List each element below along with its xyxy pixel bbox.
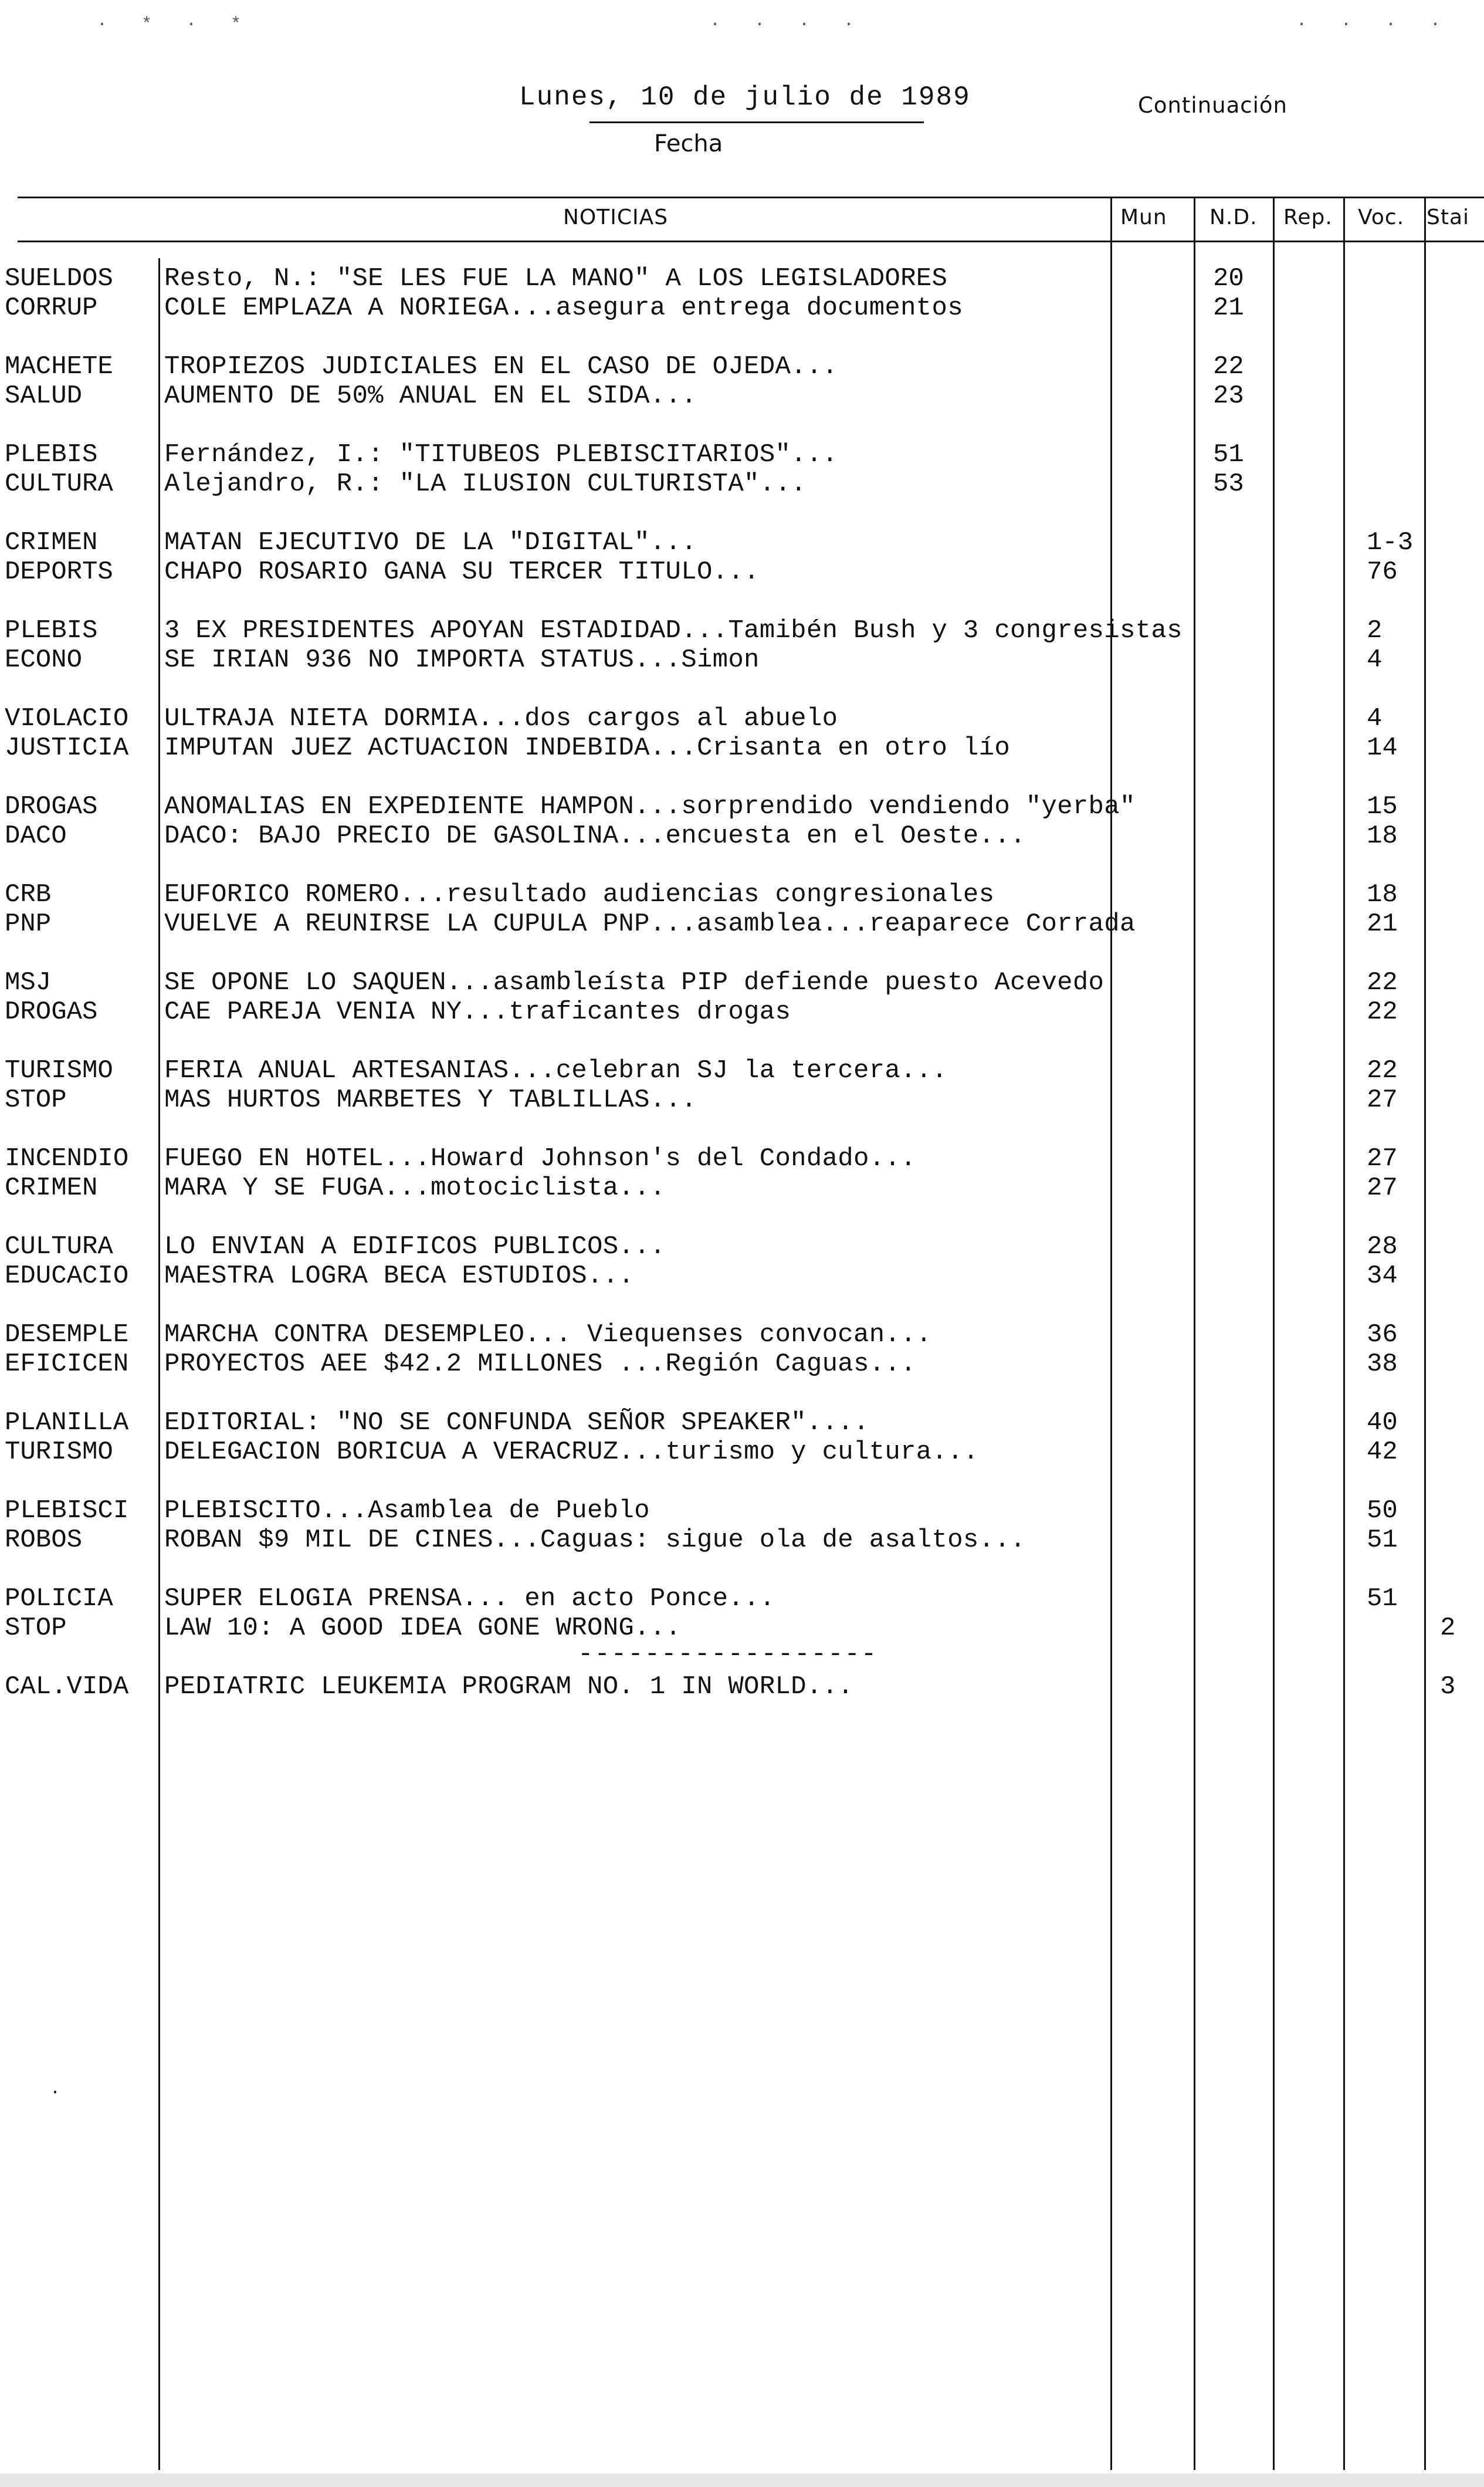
row-headline: SE OPONE LO SAQUEN...asambleísta PIP defiende puesto Acevedo <box>164 968 1104 997</box>
date-text: Lunes, 10 de julio de 1989 <box>519 82 971 113</box>
row-headline: ULTRAJA NIETA DORMIA...dos cargos al abuelo <box>164 704 838 733</box>
row-headline: CAE PAREJA VENIA NY...traficantes drogas <box>164 997 791 1027</box>
row-voc-page: 14 <box>1367 733 1398 763</box>
row-headline: IMPUTAN JUEZ ACTUACION INDEBIDA...Crisanta en otro lío <box>164 733 1011 763</box>
row-headline: FERIA ANUAL ARTESANIAS...celebran SJ la tercera... <box>164 1056 948 1085</box>
row-headline: PROYECTOS AEE $42.2 MILLONES ...Región Caguas... <box>164 1349 916 1379</box>
column-divider-nd <box>1194 197 1195 2470</box>
row-category: CULTURA <box>5 469 113 499</box>
row-nd-page: 22 <box>1213 352 1244 381</box>
row-voc-page: 76 <box>1367 557 1398 587</box>
row-voc-page: 15 <box>1367 792 1398 821</box>
row-category: MSJ <box>5 968 52 997</box>
row-category: EFICICEN <box>5 1349 129 1379</box>
row-category: PLANILLA <box>5 1408 129 1437</box>
row-voc-page: 22 <box>1367 968 1398 997</box>
row-category: PLEBIS <box>5 440 98 469</box>
row-headline: EUFORICO ROMERO...resultado audiencias congresionales <box>164 880 995 909</box>
row-category: SALUD <box>5 381 83 411</box>
column-divider-star <box>1424 197 1426 2470</box>
row-voc-page: 18 <box>1367 880 1398 909</box>
row-voc-page: 22 <box>1367 997 1398 1027</box>
row-headline: COLE EMPLAZA A NORIEGA...asegura entrega documentos <box>164 293 963 323</box>
row-category: POLICIA <box>5 1584 113 1613</box>
row-headline: MAS HURTOS MARBETES Y TABLILLAS... <box>164 1085 697 1115</box>
row-headline: PEDIATRIC LEUKEMIA PROGRAM NO. 1 IN WORLD... <box>164 1672 853 1701</box>
date-caption: Fecha <box>654 130 723 157</box>
column-header-nd: N.D. <box>1209 205 1258 229</box>
row-category: PLEBISCI <box>5 1496 129 1525</box>
row-headline: MAESTRA LOGRA BECA ESTUDIOS... <box>164 1261 635 1291</box>
row-nd-page: 20 <box>1213 264 1244 293</box>
row-headline: MATAN EJECUTIVO DE LA "DIGITAL"... <box>164 528 697 557</box>
row-voc-page: 1-3 <box>1367 528 1414 557</box>
row-headline: TROPIEZOS JUDICIALES EN EL CASO DE OJEDA... <box>164 352 838 381</box>
row-category: TURISMO <box>5 1056 113 1085</box>
row-headline: Fernández, I.: "TITUBEOS PLEBISCITARIOS"... <box>164 440 838 469</box>
row-category: CRB <box>5 880 52 909</box>
row-headline: MARA Y SE FUGA...motociclista... <box>164 1173 666 1203</box>
end-dashes: ------------------ <box>578 1640 878 1669</box>
row-headline: AUMENTO DE 50% ANUAL EN EL SIDA... <box>164 381 697 411</box>
column-header-rep: Rep. <box>1283 205 1333 229</box>
row-category: EDUCACIO <box>5 1261 129 1291</box>
row-voc-page: 28 <box>1367 1232 1398 1261</box>
row-category: STOP <box>5 1085 67 1115</box>
row-category: DESEMPLE <box>5 1320 129 1349</box>
row-nd-page: 53 <box>1213 469 1244 499</box>
row-headline: CHAPO ROSARIO GANA SU TERCER TITULO... <box>164 557 760 587</box>
column-header-voc: Voc. <box>1358 205 1405 229</box>
row-voc-page: 4 <box>1367 704 1383 733</box>
row-voc-page: 21 <box>1367 909 1398 939</box>
row-headline: ROBAN $9 MIL DE CINES...Caguas: sigue ola de asaltos... <box>164 1525 1026 1555</box>
row-voc-page: 4 <box>1367 645 1383 675</box>
row-category: SUELDOS <box>5 264 113 293</box>
row-voc-page: 51 <box>1367 1584 1398 1613</box>
row-category: DEPORTS <box>5 557 113 587</box>
row-category: DACO <box>5 821 67 851</box>
row-headline: DACO: BAJO PRECIO DE GASOLINA...encuesta en el Oeste... <box>164 821 1026 851</box>
date-underline <box>589 121 924 123</box>
row-voc-page: 27 <box>1367 1085 1398 1115</box>
row-headline: Alejandro, R.: "LA ILUSION CULTURISTA"... <box>164 469 807 499</box>
row-star-page: 2 <box>1440 1613 1456 1643</box>
row-headline: SE IRIAN 936 NO IMPORTA STATUS...Simon <box>164 645 760 675</box>
row-voc-page: 22 <box>1367 1056 1398 1085</box>
row-voc-page: 18 <box>1367 821 1398 851</box>
row-headline: LO ENVIAN A EDIFICOS PUBLICOS... <box>164 1232 666 1261</box>
row-category: ROBOS <box>5 1525 83 1555</box>
scan-specks: · * · * <box>97 15 253 35</box>
row-category: DROGAS <box>5 997 98 1027</box>
row-category: PLEBIS <box>5 616 98 645</box>
row-headline: VUELVE A REUNIRSE LA CUPULA PNP...asamblea...reaparece Corrada <box>164 909 1136 939</box>
column-header-noticias: NOTICIAS <box>563 205 669 229</box>
row-category: VIOLACIO <box>5 704 129 733</box>
row-category: STOP <box>5 1613 67 1643</box>
row-headline: 3 EX PRESIDENTES APOYAN ESTADIDAD...Tamibén Bush y 3 congresistas <box>164 616 1183 645</box>
scan-bottom-edge <box>0 2474 1484 2487</box>
row-nd-page: 23 <box>1213 381 1244 411</box>
row-headline: DELEGACION BORICUA A VERACRUZ...turismo y cultura... <box>164 1437 979 1467</box>
column-header-star: Stai <box>1427 205 1470 229</box>
row-voc-page: 27 <box>1367 1144 1398 1173</box>
row-category: PNP <box>5 909 52 939</box>
row-headline: MARCHA CONTRA DESEMPLEO... Viequenses convocan... <box>164 1320 932 1349</box>
row-category: CULTURA <box>5 1232 113 1261</box>
row-headline: PLEBISCITO...Asamblea de Pueblo <box>164 1496 650 1525</box>
scan-specks: · · · · <box>1296 15 1453 35</box>
row-headline: EDITORIAL: "NO SE CONFUNDA SEÑOR SPEAKER".... <box>164 1408 869 1437</box>
row-headline: FUEGO EN HOTEL...Howard Johnson's del Condado... <box>164 1144 916 1173</box>
row-voc-page: 40 <box>1367 1408 1398 1437</box>
row-voc-page: 27 <box>1367 1173 1398 1203</box>
row-category: JUSTICIA <box>5 733 129 763</box>
row-category: CRIMEN <box>5 528 98 557</box>
table-header-rule <box>18 241 1484 242</box>
row-category: TURISMO <box>5 1437 113 1467</box>
row-category: INCENDIO <box>5 1144 129 1173</box>
row-voc-page: 36 <box>1367 1320 1398 1349</box>
row-nd-page: 51 <box>1213 440 1244 469</box>
column-header-mun: Mun <box>1120 205 1167 229</box>
row-nd-page: 21 <box>1213 293 1244 323</box>
row-category: MACHETE <box>5 352 113 381</box>
row-headline: SUPER ELOGIA PRENSA... en acto Ponce... <box>164 1584 775 1613</box>
table-top-rule <box>18 197 1484 198</box>
row-voc-page: 38 <box>1367 1349 1398 1379</box>
row-headline: LAW 10: A GOOD IDEA GONE WRONG... <box>164 1613 682 1643</box>
continuation-label: Continuación <box>1138 93 1288 118</box>
column-divider-category <box>158 258 160 2470</box>
row-category: CAL.VIDA <box>5 1672 129 1701</box>
row-category: ECONO <box>5 645 83 675</box>
scan-speck: · <box>50 2083 61 2103</box>
row-voc-page: 34 <box>1367 1261 1398 1291</box>
row-voc-page: 42 <box>1367 1437 1398 1467</box>
column-divider-rep <box>1273 197 1275 2470</box>
row-voc-page: 51 <box>1367 1525 1398 1555</box>
row-headline: Resto, N.: "SE LES FUE LA MANO" A LOS LEGISLADORES <box>164 264 948 293</box>
column-divider-voc <box>1343 197 1345 2470</box>
column-divider-mun <box>1110 197 1112 2470</box>
scan-specks: · · · · <box>710 15 866 35</box>
row-category: CRIMEN <box>5 1173 98 1203</box>
row-category: DROGAS <box>5 792 98 821</box>
row-voc-page: 50 <box>1367 1496 1398 1525</box>
row-category: CORRUP <box>5 293 98 323</box>
row-star-page: 3 <box>1440 1672 1456 1701</box>
row-voc-page: 2 <box>1367 616 1383 645</box>
row-headline: ANOMALIAS EN EXPEDIENTE HAMPON...sorprendido vendiendo "yerba" <box>164 792 1136 821</box>
